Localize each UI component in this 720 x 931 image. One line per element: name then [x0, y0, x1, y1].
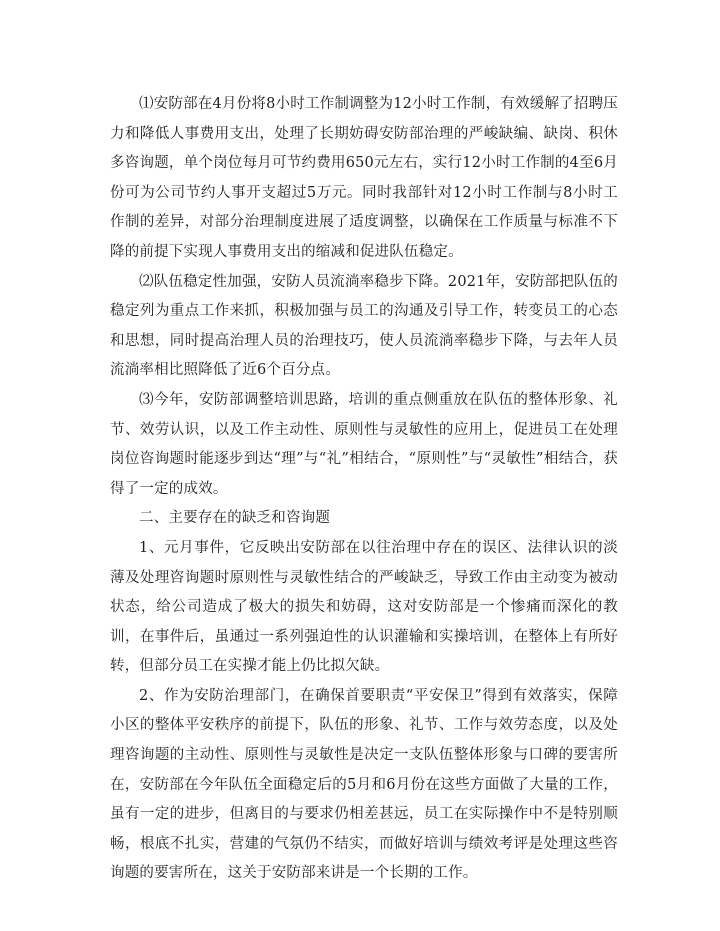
section-heading-issues: 二、主要存在的缺乏和咨询题	[139, 510, 331, 527]
paragraph-issue-2: 2、作为安防治理部门，在确保首要职责“平安保卫”得到有效落实，保障小区的整体平安秩序的前提下，队伍的形象、礼节、工作与效劳态度，以及处理咨询题的主动性、原则性与灵敏性是决定一支队伍整体形象与口碑的要害所在，安防部在今年队伍全面稳定后的5月和6月份在这些方面做了大量的工作，虽有一定的进步，但离目的与要求仍相差甚远，员工在实际操作中不是特别顺畅，根底不扎实，营建的气氛仍不结实，而做好培训与绩效考评是处理这些咨询题的要害所在，这关于安防部来讲是一个长期的工作。	[110, 687, 618, 882]
paragraph-training: ⑶今年，安防部调整培训思路，培训的重点侧重放在队伍的整体形象、礼节、效劳认识，以及工作主动性、原则性与灵敏性的应用上，促进员工在处理岗位咨询题时能逐步到达“理”与“礼”相结合，“原则性”与“灵敏性”相结合，获得了一定的成效。	[110, 391, 618, 497]
paragraph-team-stability: ⑵队伍稳定性加强，安防人员流淌率稳步下降。2021年，安防部把队伍的稳定列为重点工作来抓，积极加强与员工的沟通及引导工作，转变员工的心态和思想，同时提高治理人员的治理技巧，使人员流淌率稳步下降，与去年人员流淌率相比照降低了近6个百分点。	[110, 273, 618, 379]
document-body	[110, 90, 618, 889]
paragraph-staffing-hours: ⑴安防部在4月份将8小时工作制调整为12小时工作制，有效缓解了招聘压力和降低人事费用支出，处理了长期妨碍安防部治理的严峻缺编、缺岗、积休多咨询题，单个岗位每月可节约费用650元左右，实行12小时工作制的4至6月份可为公司节约人事开支超过5万元。同时我部针对12小时工作制与8小时工作制的差异，对部分治理制度进展了适度调整，以确保在工作质量与标准不下降的前提下实现人事费用支出的缩减和促进队伍稳定。	[110, 96, 618, 260]
paragraph-issue-1: 1、元月事件，它反映出安防部在以往治理中存在的误区、法律认识的淡薄及处理咨询题时原则性与灵敏性结合的严峻缺乏，导致工作由主动变为被动状态，给公司造成了极大的损失和妨碍，这对安防部是一个惨痛而深化的教训，在事件后，虽通过一系列强迫性的认识灌输和实操培训，在整体上有所好转，但部分员工在实操才能上仍比拟欠缺。	[110, 539, 618, 675]
